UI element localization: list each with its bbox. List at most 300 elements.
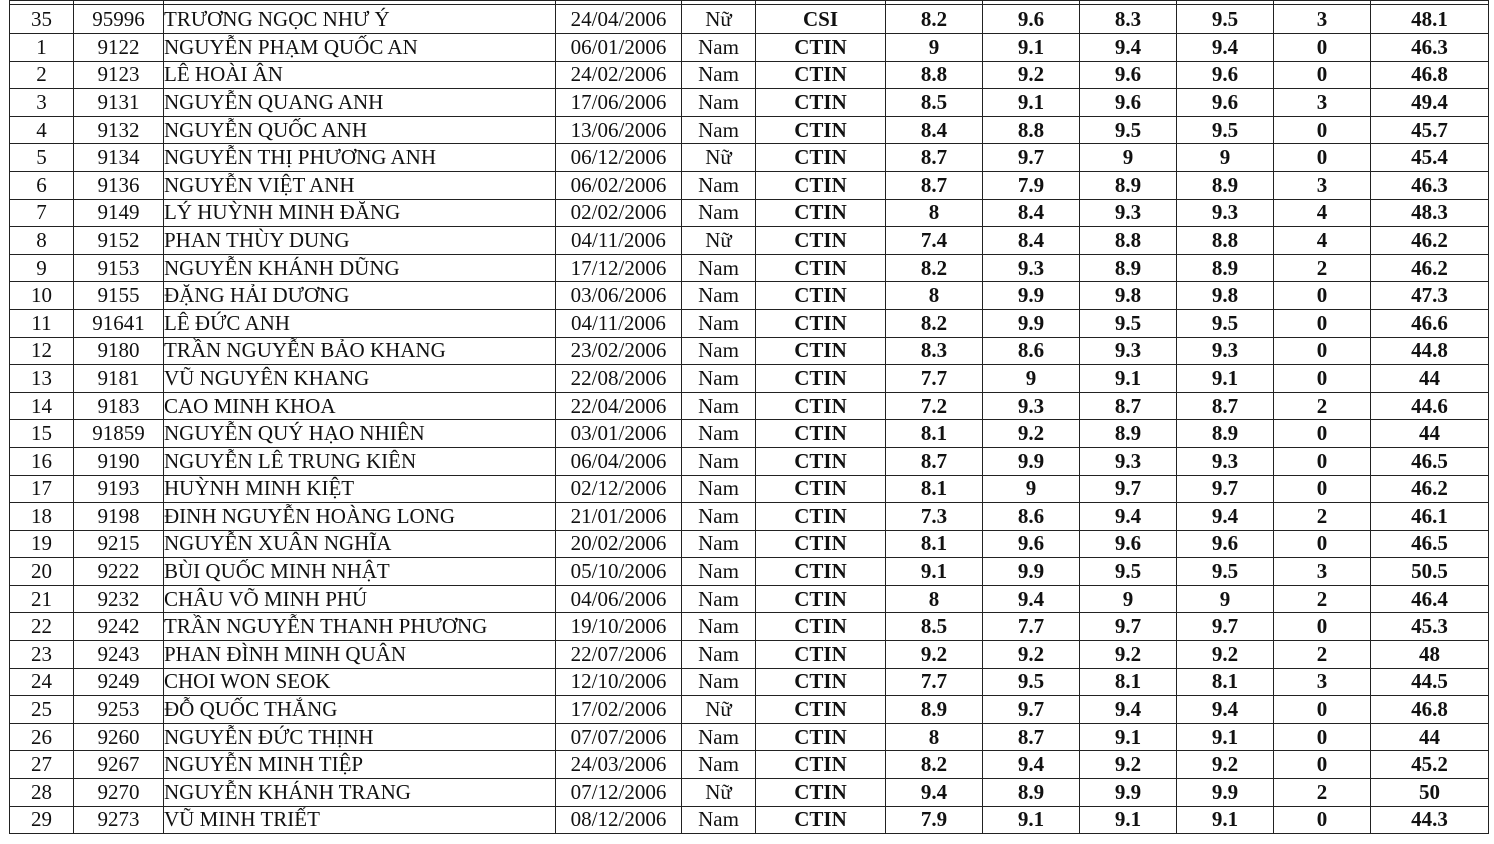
cell-s1: 8.3 (886, 337, 983, 365)
cell-bonus: 0 (1274, 309, 1371, 337)
cell-s2: 9 (983, 365, 1080, 393)
cell-total: 46.3 (1371, 171, 1489, 199)
cell-dob: 02/02/2006 (556, 199, 682, 227)
cell-sex: Nam (682, 668, 756, 696)
cell-total: 46.6 (1371, 309, 1489, 337)
cell-sex: Nam (682, 171, 756, 199)
cell-s1: 8.1 (886, 420, 983, 448)
cell-class: CTIN (756, 420, 886, 448)
cell-sbd: 9242 (74, 613, 164, 641)
cell-s4: 9.1 (1177, 365, 1274, 393)
cell-name: PHAN THÙY DUNG (164, 227, 556, 255)
cell-sex: Nam (682, 475, 756, 503)
cell-class: CTIN (756, 144, 886, 172)
cell-dob: 19/10/2006 (556, 613, 682, 641)
cell-stt: 29 (10, 806, 74, 834)
cell-s4: 9.1 (1177, 806, 1274, 834)
cell-sex: Nữ (682, 696, 756, 724)
cell-dob: 24/04/2006 (556, 5, 682, 34)
student-results-table (9, 0, 1489, 834)
cell-class: CTIN (756, 530, 886, 558)
cell-sbd: 9155 (74, 282, 164, 310)
cell-name: CHOI WON SEOK (164, 668, 556, 696)
cell-name: NGUYỄN XUÂN NGHĨA (164, 530, 556, 558)
table-row (10, 365, 1489, 393)
cell-s1: 8.8 (886, 61, 983, 89)
cell-name: BÙI QUỐC MINH NHẬT (164, 558, 556, 586)
cell-sex: Nam (682, 806, 756, 834)
cell-s4: 9.3 (1177, 447, 1274, 475)
table-row (10, 144, 1489, 172)
cell-s1: 8.7 (886, 171, 983, 199)
cell-total: 45.2 (1371, 751, 1489, 779)
cell-s3: 9.3 (1080, 337, 1177, 365)
table-row (10, 806, 1489, 834)
table-row (10, 61, 1489, 89)
cell-bonus: 0 (1274, 613, 1371, 641)
cell-name: ĐỖ QUỐC THẮNG (164, 696, 556, 724)
table-row (10, 558, 1489, 586)
cell-class: CTIN (756, 392, 886, 420)
cell-dob: 07/07/2006 (556, 723, 682, 751)
table-row (10, 475, 1489, 503)
cell-sbd: 9222 (74, 558, 164, 586)
cell-s3: 9.7 (1080, 613, 1177, 641)
cell-s1: 7.3 (886, 503, 983, 531)
cell-s2: 9.9 (983, 309, 1080, 337)
cell-s2: 9 (983, 475, 1080, 503)
cell-sbd: 9132 (74, 116, 164, 144)
cell-bonus: 2 (1274, 585, 1371, 613)
cell-s2: 9.1 (983, 34, 1080, 62)
cell-sbd: 9232 (74, 585, 164, 613)
cell-s4: 9.4 (1177, 34, 1274, 62)
cell-sex: Nam (682, 199, 756, 227)
cell-s4: 9.8 (1177, 282, 1274, 310)
cell-s1: 8 (886, 282, 983, 310)
cell-name: CHÂU VÕ MINH PHÚ (164, 585, 556, 613)
cell-sex: Nữ (682, 227, 756, 255)
cell-s1: 8 (886, 723, 983, 751)
cell-s4: 9.5 (1177, 116, 1274, 144)
cell-dob: 24/02/2006 (556, 61, 682, 89)
cell-sbd: 9215 (74, 530, 164, 558)
cell-s2: 9.7 (983, 696, 1080, 724)
cell-s1: 8.2 (886, 751, 983, 779)
cell-class: CTIN (756, 641, 886, 669)
cell-s3: 9.1 (1080, 723, 1177, 751)
cell-dob: 21/01/2006 (556, 503, 682, 531)
cell-s1: 9 (886, 34, 983, 62)
cell-s3: 9 (1080, 585, 1177, 613)
cell-stt: 23 (10, 641, 74, 669)
cell-s3: 8.9 (1080, 420, 1177, 448)
cell-dob: 13/06/2006 (556, 116, 682, 144)
cell-sex: Nam (682, 447, 756, 475)
cell-s3: 9.4 (1080, 696, 1177, 724)
cell-name: NGUYỄN PHẠM QUỐC AN (164, 34, 556, 62)
cell-bonus: 0 (1274, 116, 1371, 144)
cell-sbd: 9183 (74, 392, 164, 420)
cell-class: CTIN (756, 282, 886, 310)
cell-class: CTIN (756, 585, 886, 613)
cell-s2: 9.9 (983, 447, 1080, 475)
cell-name: NGUYỄN ĐỨC THỊNH (164, 723, 556, 751)
cell-s2: 9.2 (983, 61, 1080, 89)
cell-dob: 17/06/2006 (556, 89, 682, 117)
cell-s3: 8.9 (1080, 171, 1177, 199)
table-body (10, 1, 1489, 834)
cell-bonus: 3 (1274, 668, 1371, 696)
cell-sex: Nam (682, 558, 756, 586)
cell-s1: 8 (886, 199, 983, 227)
cell-s4: 9.7 (1177, 475, 1274, 503)
cell-bonus: 2 (1274, 254, 1371, 282)
cell-s3: 8.1 (1080, 668, 1177, 696)
cell-sex: Nam (682, 585, 756, 613)
cell-stt: 3 (10, 89, 74, 117)
cell-s3: 9.5 (1080, 309, 1177, 337)
cell-name: NGUYỄN KHÁNH TRANG (164, 779, 556, 807)
cell-class: CTIN (756, 365, 886, 393)
table-row (10, 254, 1489, 282)
cell-class: CTIN (756, 779, 886, 807)
cell-dob: 06/12/2006 (556, 144, 682, 172)
cell-s1: 8.1 (886, 475, 983, 503)
cell-class: CTIN (756, 751, 886, 779)
cell-s2: 9.9 (983, 558, 1080, 586)
cell-total: 48.3 (1371, 199, 1489, 227)
cell-name: NGUYỄN LÊ TRUNG KIÊN (164, 447, 556, 475)
cell-s1: 8.5 (886, 89, 983, 117)
table-row (10, 613, 1489, 641)
cell-sex: Nam (682, 309, 756, 337)
cell-s1: 8.5 (886, 613, 983, 641)
table-row (10, 282, 1489, 310)
cell-bonus: 3 (1274, 89, 1371, 117)
cell-s4: 9.5 (1177, 5, 1274, 34)
cell-stt: 26 (10, 723, 74, 751)
cell-sex: Nam (682, 254, 756, 282)
cell-bonus: 0 (1274, 365, 1371, 393)
cell-bonus: 0 (1274, 282, 1371, 310)
cell-s1: 8.2 (886, 309, 983, 337)
cell-s2: 8.8 (983, 116, 1080, 144)
cell-total: 44 (1371, 420, 1489, 448)
cell-bonus: 0 (1274, 337, 1371, 365)
cell-sbd: 91641 (74, 309, 164, 337)
cell-name: LÊ ĐỨC ANH (164, 309, 556, 337)
cell-class: CTIN (756, 254, 886, 282)
cell-s3: 9.6 (1080, 89, 1177, 117)
cell-s2: 9.2 (983, 420, 1080, 448)
cell-class: CTIN (756, 116, 886, 144)
cell-s1: 9.2 (886, 641, 983, 669)
cell-stt: 35 (10, 5, 74, 34)
cell-total: 46.2 (1371, 475, 1489, 503)
cell-s2: 9.1 (983, 89, 1080, 117)
cell-s3: 9.3 (1080, 447, 1177, 475)
cell-name: LÝ HUỲNH MINH ĐĂNG (164, 199, 556, 227)
table-row (10, 116, 1489, 144)
cell-s2: 9.5 (983, 668, 1080, 696)
cell-s3: 9.4 (1080, 503, 1177, 531)
cell-total: 46.8 (1371, 696, 1489, 724)
cell-s4: 8.7 (1177, 392, 1274, 420)
cell-sbd: 9136 (74, 171, 164, 199)
cell-total: 44 (1371, 365, 1489, 393)
cell-s1: 7.4 (886, 227, 983, 255)
cell-name: NGUYỄN QUANG ANH (164, 89, 556, 117)
cell-stt: 15 (10, 420, 74, 448)
cell-name: TRẦN NGUYỄN THANH PHƯƠNG (164, 613, 556, 641)
cell-total: 48 (1371, 641, 1489, 669)
cell-dob: 04/06/2006 (556, 585, 682, 613)
cell-total: 45.7 (1371, 116, 1489, 144)
cell-dob: 23/02/2006 (556, 337, 682, 365)
cell-s4: 8.8 (1177, 227, 1274, 255)
table-row (10, 34, 1489, 62)
cell-stt: 25 (10, 696, 74, 724)
cell-total: 50 (1371, 779, 1489, 807)
cell-s4: 8.9 (1177, 254, 1274, 282)
cell-s4: 9.3 (1177, 337, 1274, 365)
cell-sbd: 9243 (74, 641, 164, 669)
cell-total: 46.2 (1371, 227, 1489, 255)
cell-stt: 18 (10, 503, 74, 531)
cell-stt: 1 (10, 34, 74, 62)
cell-stt: 27 (10, 751, 74, 779)
cell-bonus: 4 (1274, 227, 1371, 255)
cell-bonus: 2 (1274, 503, 1371, 531)
cell-dob: 20/02/2006 (556, 530, 682, 558)
cell-sex: Nam (682, 723, 756, 751)
table-row (10, 309, 1489, 337)
cell-s2: 7.7 (983, 613, 1080, 641)
cell-stt: 6 (10, 171, 74, 199)
cell-name: VŨ MINH TRIẾT (164, 806, 556, 834)
cell-total: 44.6 (1371, 392, 1489, 420)
cell-total: 46.2 (1371, 254, 1489, 282)
cell-s3: 9.1 (1080, 365, 1177, 393)
cell-sbd: 9267 (74, 751, 164, 779)
cell-sex: Nam (682, 503, 756, 531)
cell-total: 44 (1371, 723, 1489, 751)
cell-dob: 03/06/2006 (556, 282, 682, 310)
cell-s3: 9.6 (1080, 530, 1177, 558)
cell-s1: 8.7 (886, 447, 983, 475)
cell-name: CAO MINH KHOA (164, 392, 556, 420)
cell-dob: 03/01/2006 (556, 420, 682, 448)
cell-s3: 9.5 (1080, 116, 1177, 144)
cell-sbd: 9270 (74, 779, 164, 807)
cell-bonus: 0 (1274, 420, 1371, 448)
cell-s1: 8.1 (886, 530, 983, 558)
cell-name: NGUYỄN VIỆT ANH (164, 171, 556, 199)
cell-s2: 9.6 (983, 530, 1080, 558)
cell-sbd: 9123 (74, 61, 164, 89)
cell-s4: 9.6 (1177, 530, 1274, 558)
cell-s1: 7.7 (886, 668, 983, 696)
cell-dob: 04/11/2006 (556, 227, 682, 255)
cell-s4: 9.5 (1177, 309, 1274, 337)
cell-dob: 17/12/2006 (556, 254, 682, 282)
cell-bonus: 0 (1274, 144, 1371, 172)
cell-s2: 7.9 (983, 171, 1080, 199)
cell-sbd: 9134 (74, 144, 164, 172)
cell-sbd: 9253 (74, 696, 164, 724)
cell-s1: 9.4 (886, 779, 983, 807)
cell-s4: 9 (1177, 585, 1274, 613)
cell-s4: 9.1 (1177, 723, 1274, 751)
cell-total: 44.3 (1371, 806, 1489, 834)
cell-s2: 8.6 (983, 337, 1080, 365)
cell-s1: 8.7 (886, 144, 983, 172)
cell-sex: Nữ (682, 144, 756, 172)
cell-name: HUỲNH MINH KIỆT (164, 475, 556, 503)
cell-name: TRƯƠNG NGỌC NHƯ Ý (164, 5, 556, 34)
cell-total: 47.3 (1371, 282, 1489, 310)
cell-sbd: 9149 (74, 199, 164, 227)
cell-s3: 9.4 (1080, 34, 1177, 62)
cell-s2: 9.2 (983, 641, 1080, 669)
table-row (10, 696, 1489, 724)
cell-class: CTIN (756, 447, 886, 475)
cell-s4: 9.7 (1177, 613, 1274, 641)
cell-s3: 9.2 (1080, 641, 1177, 669)
cell-dob: 24/03/2006 (556, 751, 682, 779)
cell-sbd: 95996 (74, 5, 164, 34)
cell-dob: 05/10/2006 (556, 558, 682, 586)
cell-bonus: 0 (1274, 751, 1371, 779)
cell-s1: 7.7 (886, 365, 983, 393)
cell-name: ĐẶNG HẢI DƯƠNG (164, 282, 556, 310)
cell-total: 50.5 (1371, 558, 1489, 586)
cell-sex: Nam (682, 89, 756, 117)
cell-s4: 8.9 (1177, 420, 1274, 448)
cell-s1: 7.2 (886, 392, 983, 420)
cell-sbd: 9273 (74, 806, 164, 834)
table-row (10, 5, 1489, 34)
cell-stt: 2 (10, 61, 74, 89)
cell-class: CTIN (756, 723, 886, 751)
cell-bonus: 0 (1274, 723, 1371, 751)
cell-sbd: 9131 (74, 89, 164, 117)
cell-name: ĐINH NGUYỄN HOÀNG LONG (164, 503, 556, 531)
cell-s2: 9.1 (983, 806, 1080, 834)
cell-total: 48.1 (1371, 5, 1489, 34)
cell-class: CTIN (756, 558, 886, 586)
table-row (10, 668, 1489, 696)
table-row (10, 585, 1489, 613)
cell-total: 46.4 (1371, 585, 1489, 613)
cell-s4: 9.4 (1177, 503, 1274, 531)
cell-total: 46.1 (1371, 503, 1489, 531)
table-row (10, 89, 1489, 117)
cell-s2: 8.9 (983, 779, 1080, 807)
cell-s1: 7.9 (886, 806, 983, 834)
cell-name: VŨ NGUYÊN KHANG (164, 365, 556, 393)
cell-name: TRẦN NGUYỄN BẢO KHANG (164, 337, 556, 365)
cell-s4: 9.4 (1177, 696, 1274, 724)
cell-s3: 8.9 (1080, 254, 1177, 282)
cell-class: CTIN (756, 613, 886, 641)
cell-bonus: 3 (1274, 5, 1371, 34)
cell-sex: Nam (682, 116, 756, 144)
cell-name: NGUYỄN QUÝ HẠO NHIÊN (164, 420, 556, 448)
cell-sbd: 91859 (74, 420, 164, 448)
cell-dob: 06/04/2006 (556, 447, 682, 475)
cell-total: 45.4 (1371, 144, 1489, 172)
cell-s3: 9.1 (1080, 806, 1177, 834)
cell-sbd: 9181 (74, 365, 164, 393)
cell-s2: 9.7 (983, 144, 1080, 172)
cell-dob: 06/01/2006 (556, 34, 682, 62)
cell-total: 46.3 (1371, 34, 1489, 62)
cell-sbd: 9260 (74, 723, 164, 751)
cell-sex: Nam (682, 282, 756, 310)
cell-stt: 20 (10, 558, 74, 586)
cell-sbd: 9180 (74, 337, 164, 365)
cell-s3: 9.8 (1080, 282, 1177, 310)
cell-s2: 9.9 (983, 282, 1080, 310)
cell-s2: 8.6 (983, 503, 1080, 531)
cell-total: 45.3 (1371, 613, 1489, 641)
cell-stt: 24 (10, 668, 74, 696)
table-row (10, 779, 1489, 807)
cell-bonus: 3 (1274, 171, 1371, 199)
cell-bonus: 0 (1274, 806, 1371, 834)
table-row (10, 337, 1489, 365)
cell-bonus: 2 (1274, 392, 1371, 420)
cell-stt: 21 (10, 585, 74, 613)
cell-bonus: 0 (1274, 61, 1371, 89)
cell-sex: Nam (682, 530, 756, 558)
cell-stt: 11 (10, 309, 74, 337)
cell-s3: 8.8 (1080, 227, 1177, 255)
cell-s3: 9.2 (1080, 751, 1177, 779)
cell-s3: 8.7 (1080, 392, 1177, 420)
cell-bonus: 2 (1274, 779, 1371, 807)
cell-s4: 8.1 (1177, 668, 1274, 696)
cell-class: CTIN (756, 696, 886, 724)
cell-sex: Nam (682, 641, 756, 669)
cell-sex: Nam (682, 365, 756, 393)
cell-class: CTIN (756, 199, 886, 227)
cell-stt: 16 (10, 447, 74, 475)
cell-sex: Nam (682, 34, 756, 62)
cell-s4: 9.6 (1177, 61, 1274, 89)
cell-total: 44.8 (1371, 337, 1489, 365)
cell-s4: 9.5 (1177, 558, 1274, 586)
cell-s2: 9.6 (983, 5, 1080, 34)
cell-s4: 9.2 (1177, 751, 1274, 779)
cell-total: 46.8 (1371, 61, 1489, 89)
cell-sex: Nam (682, 420, 756, 448)
cell-sex: Nam (682, 61, 756, 89)
table-row (10, 447, 1489, 475)
table-row (10, 227, 1489, 255)
cell-class: CTIN (756, 337, 886, 365)
cell-dob: 22/07/2006 (556, 641, 682, 669)
cell-total: 49.4 (1371, 89, 1489, 117)
cell-s3: 9.9 (1080, 779, 1177, 807)
cell-s1: 9.1 (886, 558, 983, 586)
cell-bonus: 0 (1274, 696, 1371, 724)
cell-sbd: 9122 (74, 34, 164, 62)
cell-sbd: 9152 (74, 227, 164, 255)
cell-bonus: 3 (1274, 558, 1371, 586)
